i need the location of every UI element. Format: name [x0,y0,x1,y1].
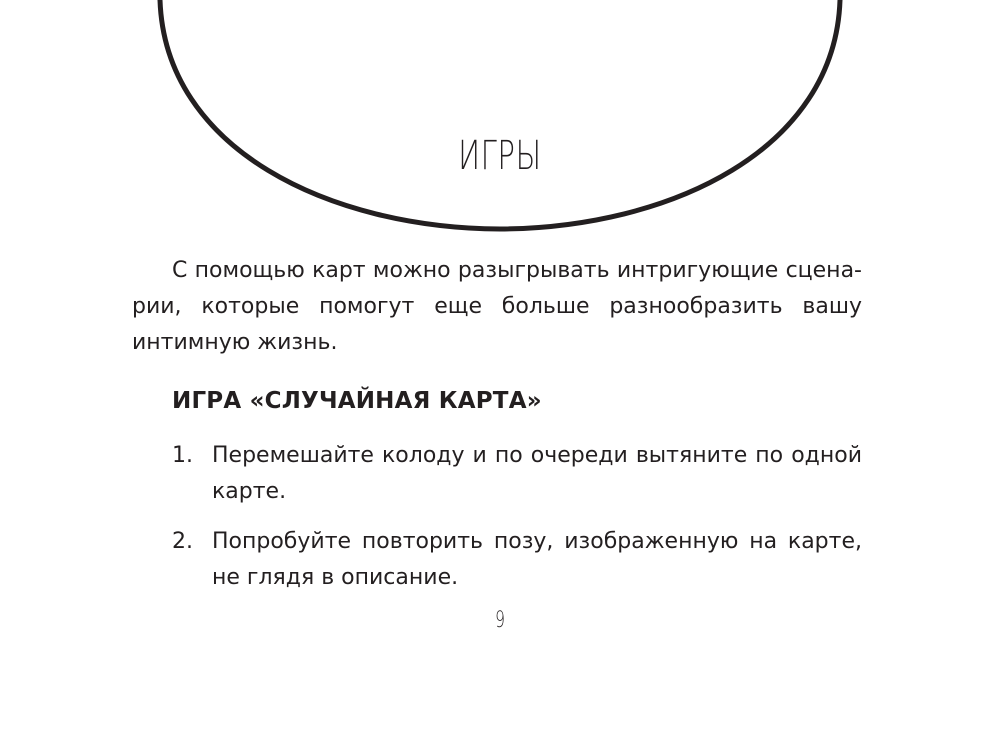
game-steps-list [172,438,862,610]
page-number: 9 [495,608,505,633]
oval-outline [160,0,840,229]
step-number: 1. [172,443,193,468]
list-item [172,524,862,596]
step-text: Перемешайте колоду и по очереди вытяните по одной карте. [212,443,862,504]
chapter-title-oval [0,0,1000,240]
step-text: Попробуйте повторить позу, изображенную на карте, не глядя в описание. [212,529,862,590]
intro-text [132,253,862,361]
intro-paragraph: С помощью карт можно разыгрывать интригующие сценарии, которые помогут еще больше разнообразить вашу интимную жизнь. [132,258,862,355]
list-item [172,438,862,510]
step-number: 2. [172,529,193,554]
chapter-title: ИГРЫ [458,133,542,179]
game-heading: ИГРА «СЛУЧАЙНАЯ КАРТА» [172,388,542,414]
